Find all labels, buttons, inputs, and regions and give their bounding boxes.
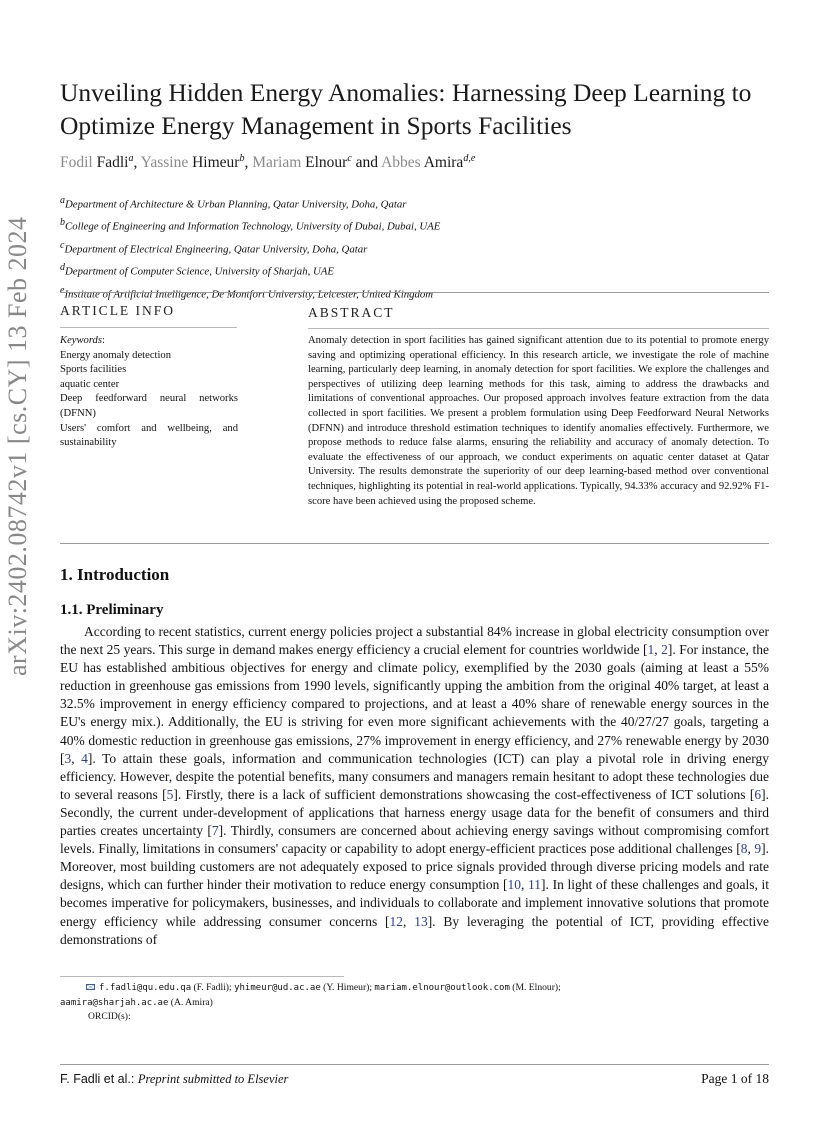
intro-paragraph: According to recent statistics, current energy policies project a substantial 84% increase in global electricity consumption over the next 25 years. This surge in demand makes energy efficiency a crucial element for countries worldwide [1, 2]. For instance, the EU has established ambitious objectives for energy and climate policy, exemplified by the 2030 goals (aiming at least a 55% reduction in greenhouse gas emissions from 1990 levels, significantly upping the ambition from the original 40% target, at least a 32.5% improvement in energy efficiency compared to projections, and at least a 40% share of renewable energy sources in the EU's energy mix.). Additionally, the EU is striving for even more significant achievements with the 40/27/27 goals, targeting a 40% domestic reduction in greenhouse gas emissions, 27% improvement in energy efficiency, and 27% renewable energy by 2030 [3, 4]. To attain these goals, information and communication technologies (ICT) can play a pivotal role in driving energy efficiency. However, despite the potential benefits, many consumers and managers remain hesitant to adopt these technologies due to several reasons [5]. Firstly, there is a lack of sufficient demonstrations showcasing the cost-effectiveness of ICT solutions [6]. Secondly, the current under-development of applications that harness energy usage data for the benefit of consumers and third parties creates uncertainty [7]. Thirdly, consumers are concerned about achieving energy savings without compromising comfort levels. Finally, limitations in consumers' capacity or capability to adopt energy-efficient practices pose additional challenges [8, 9]. Moreover, most building customers are not adequately exposed to price signals provided through diverse pricing models and rate designs, which can further hinder their motivation to reduce energy consumption [10, 11]. In light of these challenges and goals, it becomes imperative for policymakers, businesses, and individuals to collaborate and implement innovative solutions that promote energy efficiency while addressing consumer concerns [12, 13]. By leveraging the potential of ICT, providing effective demonstrations of xyxy=(60,624,770,947)
citation-link[interactable]: 5 xyxy=(166,786,174,802)
affiliation: $^c$Department of Electrical Engineering, Qatar University, Doha, Qatar xyxy=(60,239,368,256)
keywords-block xyxy=(60,334,238,451)
citation-link[interactable]: 1 xyxy=(647,642,655,658)
email-line: f.fadli@qu.edu.qa (F. Fadli); yhimeur@ud.ac.ae (Y. Himeur); mariam.elnour@outlook.com (M. Elnour); xyxy=(60,981,769,996)
keyword: Users' comfort and wellbeing, and sustainability xyxy=(60,422,238,449)
keyword: Deep feedforward neural networks (DFNN) xyxy=(60,393,238,419)
email-link[interactable]: aamira@sharjah.ac.ae xyxy=(60,997,169,1008)
author: Abbes Amira$^{d,e}$ xyxy=(381,153,476,172)
keyword: Energy anomaly detection xyxy=(60,349,172,361)
author: Mariam Elnour$^c$ and xyxy=(252,153,382,172)
citation-link[interactable]: 6 xyxy=(754,786,762,802)
mail-icon xyxy=(86,984,95,990)
affiliations xyxy=(60,192,440,304)
citation-link[interactable]: 4 xyxy=(81,750,88,766)
abstract-heading: ABSTRACT xyxy=(308,305,395,320)
citation-link[interactable]: 12 xyxy=(389,913,404,929)
author: Yassine Himeur$^b$, xyxy=(140,153,253,172)
citation-link[interactable]: 13 xyxy=(414,913,428,929)
top-divider xyxy=(60,292,769,293)
affiliation: $^d$Department of Computer Science, University of Sharjah, UAE xyxy=(60,262,334,278)
abstract-text: Anomaly detection in sport facilities has gained significant attention due to its potential to promote energy saving and optimizing operational efficiency. In this research article, we investigate the role of machine learning, particularly deep learning, in anomaly detection for sport facilities. We explore the challenges and perspectives of utilizing deep learning methods for this task, aiming to address the drawbacks and limitations of conventional approaches. Our proposed approach involves feature extraction from the data collected in sport facilities. We present a problem formulation using Deep Feedforward Neural Networks (DFNN) and introduce threshold estimation techniques to identify anomalies effectively. Furthermore, we propose methods to reduce false alarms, ensuring the reliability and accuracy of anomaly detection. To evaluate the effectiveness of our approach, we conduct experiments on aquatic center dataset at Qatar University. The results demonstrate the superiority of our deep learning-based method over conventional techniques, highlighting its potential in real-world applications. Typically, 94.33% accuracy and 92.92% F1-score have been achieved using the proposed scheme. xyxy=(308,335,769,507)
arxiv-side-stamp: arXiv:2402.08742v1 [cs.CY] 13 Feb 2024 xyxy=(3,216,32,676)
affiliation: $^e$Institute of Artificial Intelligence, De Montfort University, Leicester, United Kingdom xyxy=(60,284,434,301)
page-number: Page 1 of 18 xyxy=(701,1071,769,1086)
footnote xyxy=(60,981,769,1025)
footer-divider xyxy=(60,1064,769,1065)
citation-link[interactable]: 10 xyxy=(507,877,521,893)
author-list xyxy=(60,153,475,172)
citation-link[interactable]: 7 xyxy=(211,823,219,839)
keyword: aquatic center xyxy=(60,378,120,390)
email-link[interactable]: mariam.elnour@outlook.com xyxy=(374,983,510,993)
citation-link[interactable]: 8 xyxy=(740,841,748,857)
citation-link[interactable]: 9 xyxy=(754,841,762,857)
citation-link[interactable]: 2 xyxy=(661,642,668,658)
citation-link[interactable]: 11 xyxy=(528,877,542,893)
footnote-divider xyxy=(60,976,344,977)
email-line: aamira@sharjah.ac.ae (A. Amira) xyxy=(60,996,213,1008)
paper-title: Unveiling Hidden Energy Anomalies: Harnessing Deep Learning to Optimize Energy Management in Sports Facilities xyxy=(60,78,752,140)
abstract-divider xyxy=(308,328,769,329)
section-heading: 1. Introduction xyxy=(60,565,170,584)
affiliation: $^b$College of Engineering and Information Technology, University of Dubai, Dubai, UAE xyxy=(60,217,441,233)
footer-citation: F. Fadli et al.: Preprint submitted to Elsevier xyxy=(60,1072,289,1086)
subsection-heading: 1.1. Preliminary xyxy=(60,602,164,618)
orcid-label: ORCID(s): xyxy=(88,1011,131,1023)
keyword: Sports facilities xyxy=(60,364,127,376)
article-info-heading: ARTICLE INFO xyxy=(60,303,176,318)
keywords-label: Keywords: xyxy=(60,335,105,346)
email-link[interactable]: f.fadli@qu.edu.qa xyxy=(99,983,192,993)
citation-link[interactable]: 3 xyxy=(64,750,72,766)
author: Fodil Fadli$^a$, xyxy=(60,153,141,172)
article-info-divider xyxy=(60,327,237,328)
bottom-divider xyxy=(60,543,769,544)
affiliation: $^a$Department of Architecture & Urban Planning, Qatar University, Doha, Qatar xyxy=(60,195,407,211)
email-link[interactable]: yhimeur@ud.ac.ae xyxy=(234,983,321,993)
